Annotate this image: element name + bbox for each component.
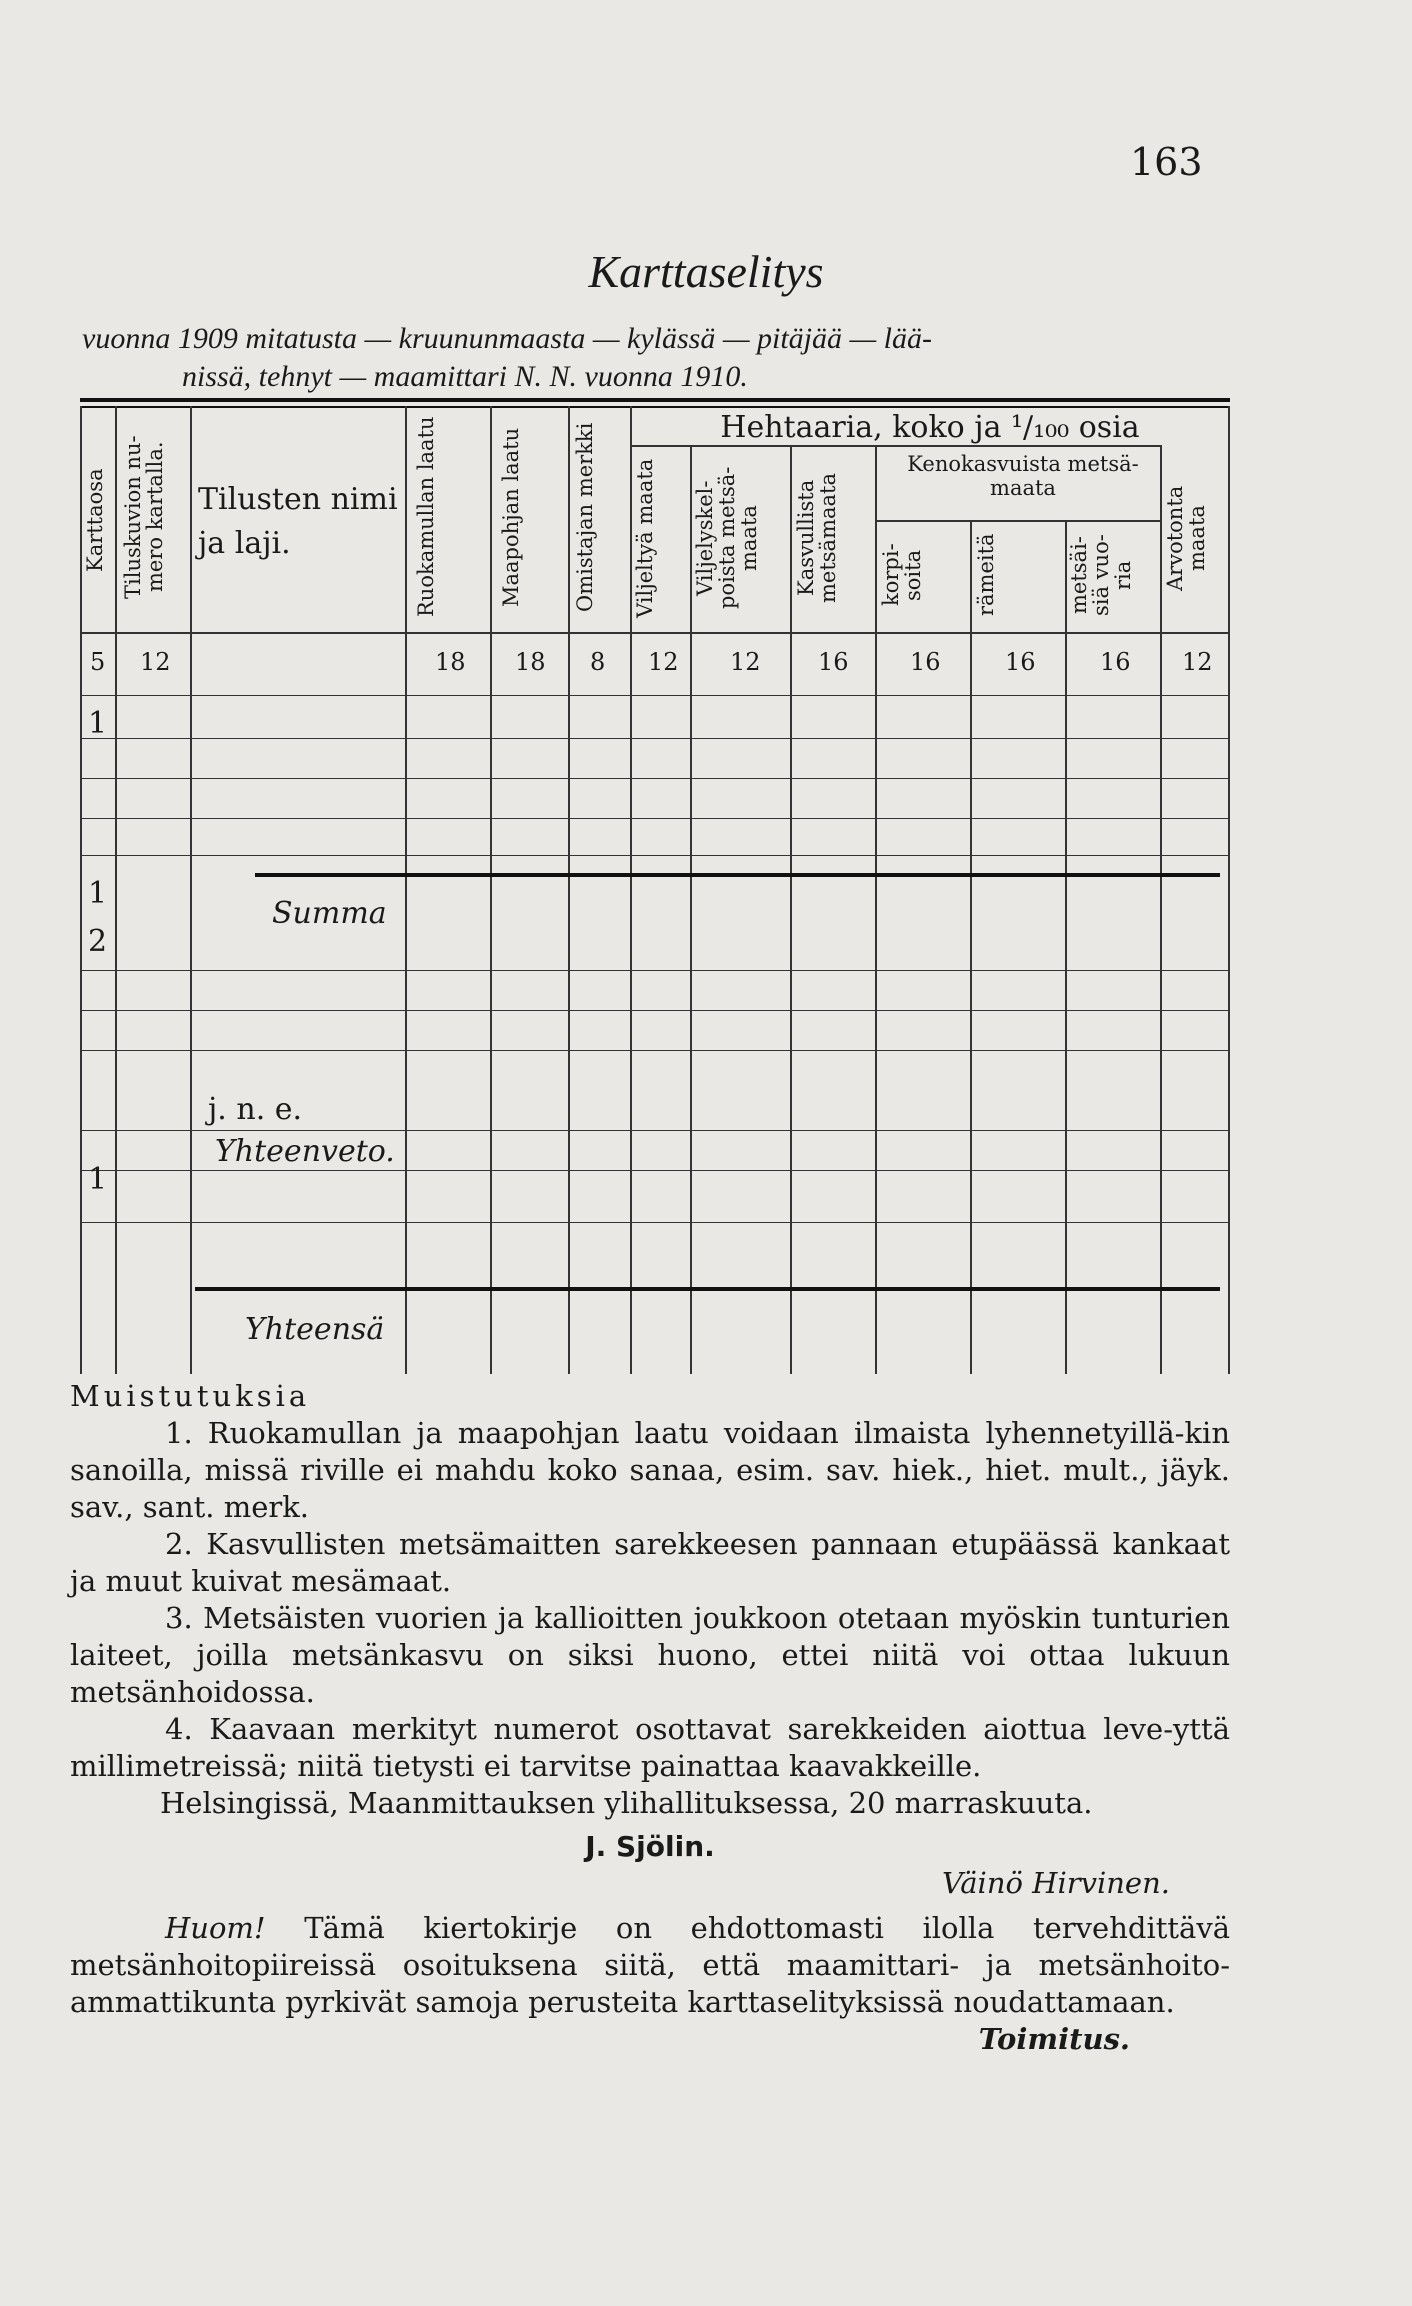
top-rule-thin (80, 406, 1230, 408)
col-border (80, 406, 82, 1374)
signer-2: Väinö Hirvinen. (941, 1866, 1170, 1900)
notes-heading: Muistutuksia (70, 1379, 311, 1413)
signer-1: J. Sjölin. (585, 1830, 715, 1863)
row-rule (80, 1050, 1230, 1051)
col-border (115, 406, 117, 1374)
col-header-arvoton: Arvotonta maata (1163, 485, 1209, 591)
huom-label: Huom! (165, 1911, 266, 1945)
col-border (630, 406, 632, 1374)
width-viljelyskel: 12 (730, 648, 761, 676)
huom-text: Tämä kiertokirje on ehdottomasti ilolla tervehdittävä metsänhoitopiireissä osoituksena siitä, että maamittari- ja metsänhoito-ammattikunta pyrkivät samoja perusteita karttaselityksissä noudattamaan. (70, 1911, 1230, 2019)
note-item: 3. Metsäisten vuorien ja kallioitten joukkoon otetaan myöskin tunturien laiteet, joilla metsänkasvu on siksi huono, ettei niitä voi ottaa lukuun metsänhoidossa. (70, 1601, 1230, 1709)
width-metsaisia: 16 (1100, 648, 1131, 676)
row-rule (80, 855, 1230, 856)
yhteenveto-label: Yhteenveto. (215, 1134, 395, 1169)
col-header-viljeltya: Viljeltyä maata (633, 458, 657, 618)
subgroup-header: Kenokasvuista metsä-maata (907, 452, 1139, 500)
row-rule (80, 778, 1230, 779)
col-border (1160, 445, 1162, 1374)
row-rule (80, 1130, 1230, 1131)
width-arvoton: 12 (1182, 648, 1213, 676)
row-label: 1 (88, 876, 108, 911)
width-tiluskuvion: 12 (140, 648, 171, 676)
width-kasvullista: 16 (818, 648, 849, 676)
row-rule (80, 1010, 1230, 1011)
col-header-kasvullista: Kasvullista metsämaata (794, 473, 840, 603)
huom-paragraph (70, 1910, 1230, 2021)
col-border (690, 445, 692, 1374)
col-border (875, 445, 877, 1374)
col-header-nimi: Tilusten nimi ja laji. (198, 482, 398, 561)
subtitle-line-1: vuonna 1909 mitatusta — kruununmaasta — kylässä — pitäjää — lää- (82, 322, 933, 355)
row-rule (80, 1170, 1230, 1171)
col-border (790, 445, 792, 1374)
col-header-tiluskuvion: Tiluskuvion nu-mero kartalla. (121, 435, 167, 599)
subtitle (82, 320, 1232, 396)
group-header-rule (630, 445, 1160, 447)
notes-section (70, 1378, 1230, 2058)
col-border (970, 520, 972, 1374)
group-header: Hehtaaria, koko ja ¹/₁₀₀ osia (720, 410, 1140, 445)
col-border (490, 406, 492, 1374)
editor-signature: Toimitus. (978, 2022, 1130, 2056)
col-header-rameita: rämeitä (974, 533, 998, 617)
col-border (1228, 406, 1230, 1374)
subgroup-header-rule (875, 520, 1160, 522)
row-label: 1 (88, 1162, 108, 1197)
page-title: Karttaselitys (588, 246, 824, 297)
col-header-metsaisia: metsäi-siä vuo-ria (1067, 534, 1135, 616)
jne-label: j. n. e. (208, 1092, 303, 1127)
note-item: 4. Kaavaan merkityt numerot osottavat sarekkeiden aiottua leve-yttä millimetreissä; niitä tietysti ei tarvitse painattaa kaavakkeille. (70, 1712, 1230, 1783)
width-korpi: 16 (910, 648, 941, 676)
width-omistajan: 8 (590, 648, 606, 676)
width-karttaosa: 5 (90, 648, 106, 676)
summa-rule (255, 873, 1220, 877)
width-maapohjan: 18 (515, 648, 546, 676)
note-item: 1. Ruokamullan ja maapohjan laatu voidaan ilmaista lyhennetyillä-kin sanoilla, missä riville ei mahdu koko sanaa, esim. sav. hiek., hiet. mult., jäyk. sav., sant. merk. (70, 1416, 1230, 1524)
row-rule (80, 738, 1230, 739)
yhteensa-rule (195, 1287, 1220, 1291)
row-label: 1 (88, 706, 108, 741)
width-viljeltya: 12 (648, 648, 679, 676)
page-number: 163 (1130, 140, 1203, 184)
col-header-korpi: korpi-soita (879, 543, 925, 607)
col-border (568, 406, 570, 1374)
row-rule (80, 818, 1230, 819)
top-rule (80, 398, 1230, 402)
yhteensa-label: Yhteensä (245, 1312, 385, 1347)
row-label: 2 (88, 924, 108, 959)
col-header-ruokamullan: Ruokamullan laatu (414, 416, 438, 618)
subtitle-line-2: nissä, tehnyt — maamittari N. N. vuonna 1910. (182, 360, 748, 393)
row-rule (80, 970, 1230, 971)
col-header-viljelyskel: Viljelyskel-poista metsä-maata (693, 466, 761, 610)
row-rule (80, 695, 1230, 696)
col-header-maapohjan: Maapohjan laatu (499, 427, 523, 607)
width-rameita: 16 (1005, 648, 1036, 676)
col-border (190, 406, 192, 1374)
place-date: Helsingissä, Maanmittauksen ylihallituksessa, 20 marraskuuta. (160, 1786, 1093, 1820)
row-rule (80, 1222, 1230, 1223)
col-border (405, 406, 407, 1374)
col-border (1065, 520, 1067, 1374)
width-ruokamullan: 18 (435, 648, 466, 676)
note-item: 2. Kasvullisten metsämaitten sarekkeesen pannaan etupäässä kankaat ja muut kuivat mesämaat. (70, 1527, 1230, 1598)
col-header-karttaosa: Karttaosa (83, 468, 107, 572)
col-header-omistajan: Omistajan merkki (573, 422, 597, 612)
summa-label: Summa (272, 896, 387, 931)
header-bottom-rule (80, 632, 1230, 634)
